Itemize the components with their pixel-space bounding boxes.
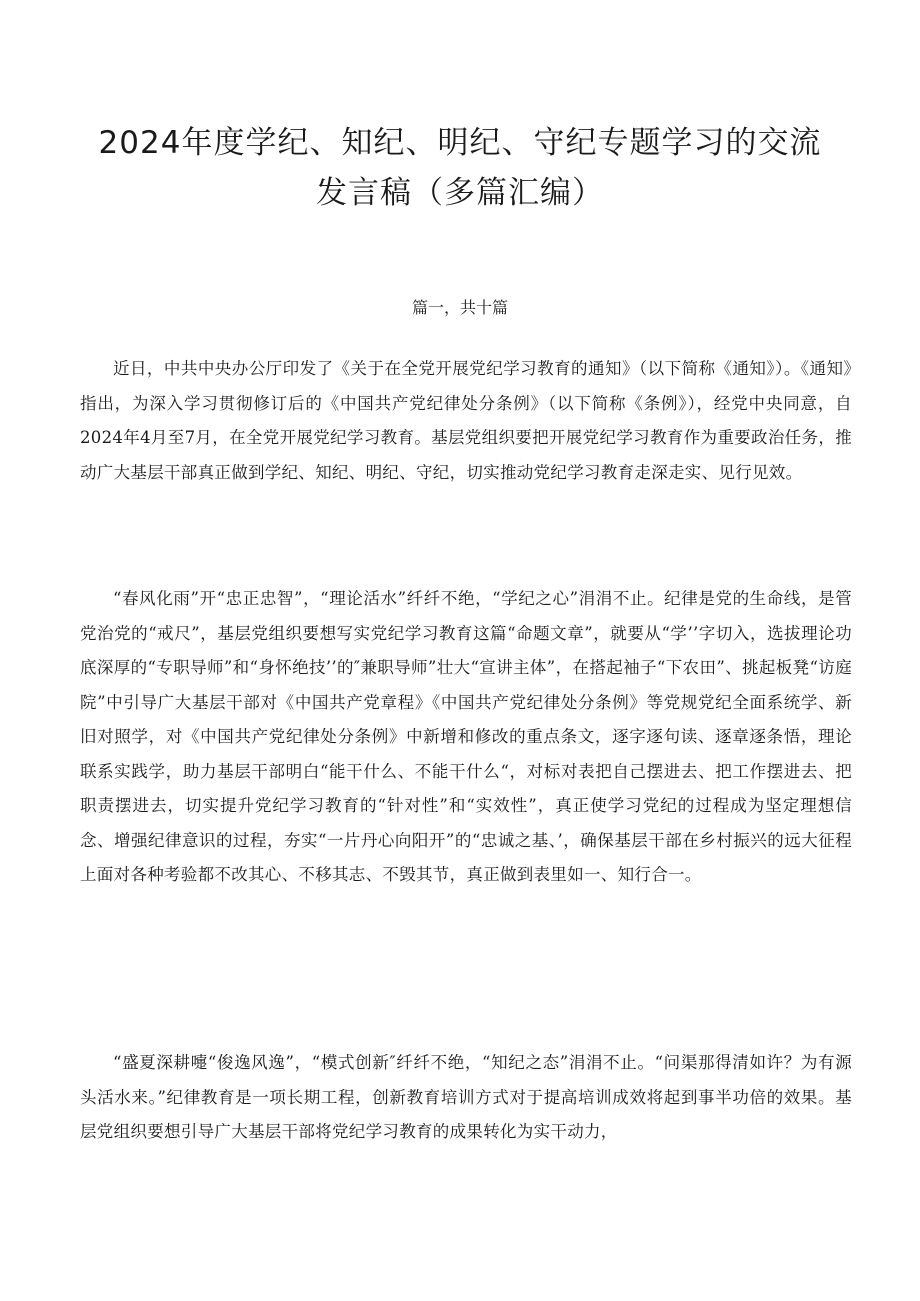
document-title (80, 118, 840, 218)
section-heading: 篇一，共十篇 (411, 298, 508, 317)
title-line-1: 2024年度学纪、知纪、明纪、守纪专题学习的交流 (98, 125, 822, 161)
paragraph-1: 近日，中共中央办公厅印发了《关于在全党开展党纪学习教育的通知》（以下简称《通知》）。《通知》指出，为深入学习贯彻修订后的《中国共产党纪律处分条例》（以下简称《条例》），经党中央同意，自2024年4月至7月，在全党开展党纪学习教育。基层党组织要把开展党纪学习教育作为重要政治任务，推动广大基层干部真正做到学纪、知纪、明纪、守纪，切实推动党纪学习教育走深走实、见行见效。 (80, 359, 852, 482)
paragraph-3: “盛夏深耕嚏“俊逸风逸”，“模式创新″纤纤不绝，“知纪之态”涓涓不止。“问渠那得清如许？为有源头活水来。”纪律教育是一项长期工程，创新教育培训方式对于提高培训成效将起到事半功倍的效果。基层党组织要想引导广大基层干部将党纪学习教育的成果转化为实干动力， (80, 1053, 852, 1141)
title-line-2: 发言稿（多篇汇编） (316, 175, 604, 211)
paragraph-2: “春风化雨”开“忠正忠智”，“理论活水”纤纤不绝，“学纪之心”涓涓不止。纪律是党的生命线，是管党治党的“戒尺”，基层党组织要想写实党纪学习教育这篇“命题文章”，就要从“学’’字切入，选拔理论功底深厚的“专职导师”和“身怀绝技’’的″兼职导师”壮大“宣讲主体”，在搭起袖子“下农田”、挑起板凳“访庭院”中引导广大基层干部对《中国共产党章程》《中国共产党纪律处分条例》等党规党纪全面系统学、新旧对照学，对《中国共产党纪律处分条例》中新增和修改的重点条文，逐字逐句读、逐章逐条悟，理论联系实践学，助力基层干部明白“能干什么、不能干什么“，对标对表把自己摆进去、把工作摆进去、把职责摆进去，切实提升党纪学习教育的“针对性”和“实效性”，真正使学习党纪的过程成为坚定理想信念、增强纪律意识的过程，夯实“一片丹心向阳开”的“忠诚之基、’，确保基层干部在乡村振兴的远大征程上面对各种考验都不改其心、不移其志、不毁其节，真正做到表里如一、知行合一。 (80, 589, 852, 884)
